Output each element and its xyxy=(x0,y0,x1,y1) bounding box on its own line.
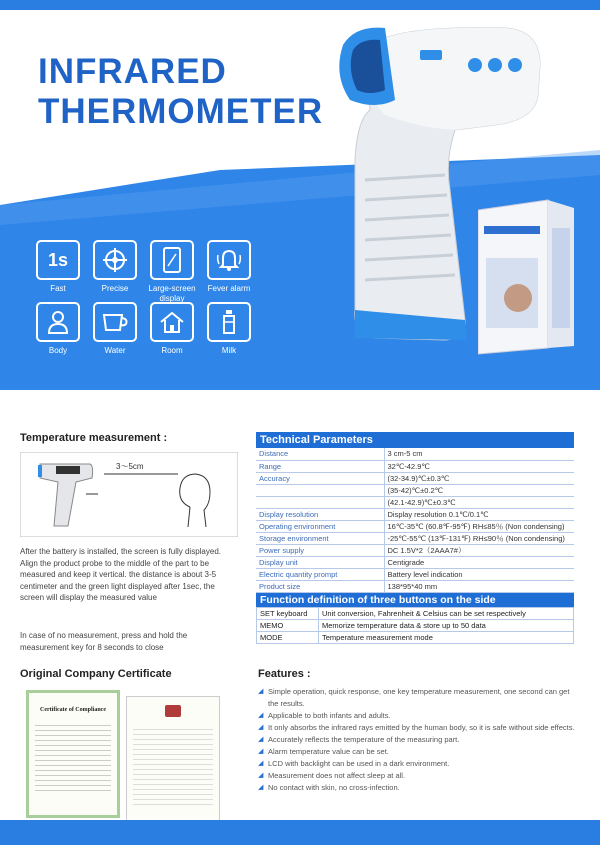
list-item: ◢ LCD with backlight can be used in a dark environment. xyxy=(258,759,450,768)
table-cell: Unit conversion, Fahrenheit & Celsius can be set respectively xyxy=(319,608,574,620)
table-cell: -25℃-55℃ (13℉-131℉) RH≤90％ (Non condensing) xyxy=(384,532,574,544)
table-cell: MEMO xyxy=(257,620,319,632)
page-title-line2: THERMOMETER xyxy=(38,92,324,131)
table-row xyxy=(256,484,574,496)
bullet-icon: ◢ xyxy=(258,772,264,779)
table-row xyxy=(256,532,574,544)
product-box-image xyxy=(478,198,576,356)
table-cell: MODE xyxy=(257,632,319,644)
table-cell: Power supply xyxy=(256,544,384,556)
table-cell: (42.1-42.9)℃±0.3℃ xyxy=(384,496,574,508)
house-icon xyxy=(150,302,194,342)
measurement-paragraph-2: In case of no measurement, press and hold the measurement key for 8 seconds to close xyxy=(20,631,188,652)
table-cell xyxy=(256,496,384,508)
table-cell: Range xyxy=(256,460,384,472)
function-definition-table xyxy=(256,607,574,644)
seal-icon xyxy=(165,705,181,717)
table-row xyxy=(257,608,574,620)
table-cell: Product size xyxy=(256,580,384,592)
list-item: ◢ Applicable to both infants and adults. xyxy=(258,711,391,720)
table-cell: 3 cm-5 cm xyxy=(384,448,574,460)
table-cell: Storage environment xyxy=(256,532,384,544)
list-item: ◢ No contact with skin, no cross-infection. xyxy=(258,783,400,792)
measurement-paragraph-1: After the battery is installed, the screen is fully displayed. Align the product probe to the middle of the part to be measured and keep it vertical. the distance is about 3-5 centimeter and the green light displayed after 1sec, the screen will display the measured value xyxy=(20,547,221,602)
table-row xyxy=(256,472,574,484)
second-certificate-image xyxy=(126,696,220,824)
bullet-icon: ◢ xyxy=(258,712,264,719)
table-cell xyxy=(256,484,384,496)
table-row xyxy=(256,568,574,580)
table-cell: SET keyboard xyxy=(257,608,319,620)
table-row xyxy=(256,448,574,460)
table-cell: DC 1.5V*2（2AAA7#） xyxy=(384,544,574,556)
feature-room: Room xyxy=(144,302,200,356)
feature-fever-alarm: Fever alarm xyxy=(201,240,257,294)
table-cell: (35-42)℃±0.2℃ xyxy=(384,484,574,496)
certificate-of-compliance-image: Certificate of Compliance xyxy=(26,690,120,818)
table-cell: Operating environment xyxy=(256,520,384,532)
bell-alarm-icon xyxy=(207,240,251,280)
table-cell: Display resolution 0.1℃/0.1℃ xyxy=(384,508,574,520)
feature-body: Body xyxy=(30,302,86,356)
table-row xyxy=(256,496,574,508)
feature-water: Water xyxy=(87,302,143,356)
crosshair-icon xyxy=(93,240,137,280)
bullet-icon: ◢ xyxy=(258,760,264,767)
measurement-diagram xyxy=(20,452,238,537)
certificate-heading: Original Company Certificate xyxy=(20,668,172,680)
table-cell: Memorize temperature data & store up to 50 data xyxy=(319,620,574,632)
table-cell: Centigrade xyxy=(384,556,574,568)
table-row xyxy=(256,580,574,592)
table-row xyxy=(256,544,574,556)
tech-params-table xyxy=(256,448,574,593)
person-icon xyxy=(36,302,80,342)
function-definition-heading: Function definition of three buttons on the side xyxy=(256,593,574,607)
feature-large-screen: Large-screen display xyxy=(144,240,200,304)
list-item: ◢ Measurement does not affect sleep at all. xyxy=(258,771,406,780)
table-cell: Display resolution xyxy=(256,508,384,520)
list-item: ◢ It only absorbs the infrared rays emitted by the human body, so it is safe without side effects. xyxy=(258,723,575,732)
bullet-icon: ◢ xyxy=(258,748,264,755)
table-cell: Display unit xyxy=(256,556,384,568)
table-cell: 138*95*40 mm xyxy=(384,580,574,592)
list-item: ◢ Accurately reflects the temperature of the measuring part. xyxy=(258,735,460,744)
table-row xyxy=(256,508,574,520)
table-cell: 32℃-42.9℃ xyxy=(384,460,574,472)
page-title-line1: INFRARED xyxy=(38,52,227,91)
bottom-banner-strip xyxy=(0,820,600,845)
table-cell: Temperature measurement mode xyxy=(319,632,574,644)
table-cell: Distance xyxy=(256,448,384,460)
table-row xyxy=(256,460,574,472)
table-cell: Battery level indication xyxy=(384,568,574,580)
cup-icon xyxy=(93,302,137,342)
1s-icon: 1s xyxy=(36,240,80,280)
features-heading: Features : xyxy=(258,668,311,680)
table-row xyxy=(257,620,574,632)
bullet-icon: ◢ xyxy=(258,736,264,743)
features-list xyxy=(258,686,578,794)
table-cell: (32-34.9)℃±0.3℃ xyxy=(384,472,574,484)
tech-params-heading: Technical Parameters xyxy=(256,432,574,448)
top-banner-strip xyxy=(0,0,600,10)
distance-label: 3～5cm xyxy=(116,462,144,471)
list-item: ◢ Alarm temperature value can be set. xyxy=(258,747,389,756)
display-icon xyxy=(150,240,194,280)
table-cell: Electric quantity prompt xyxy=(256,568,384,580)
bullet-icon: ◢ xyxy=(258,688,264,695)
table-cell: 16℃-35℃ (60.8℉-95℉) RH≤85％ (Non condensing) xyxy=(384,520,574,532)
list-item: ◢ Simple operation, quick response, one key temperature measurement, one second can get the results. xyxy=(258,687,570,708)
table-row xyxy=(256,556,574,568)
bottle-icon xyxy=(207,302,251,342)
feature-precise: Precise xyxy=(87,240,143,294)
table-cell: Accuracy xyxy=(256,472,384,484)
feature-tiles xyxy=(30,240,270,360)
bullet-icon: ◢ xyxy=(258,784,264,791)
feature-fast: 1s Fast xyxy=(30,240,86,294)
measurement-heading: Temperature measurement : xyxy=(20,432,168,444)
bullet-icon: ◢ xyxy=(258,724,264,731)
feature-milk: Milk xyxy=(201,302,257,356)
table-row xyxy=(256,520,574,532)
table-row xyxy=(257,632,574,644)
